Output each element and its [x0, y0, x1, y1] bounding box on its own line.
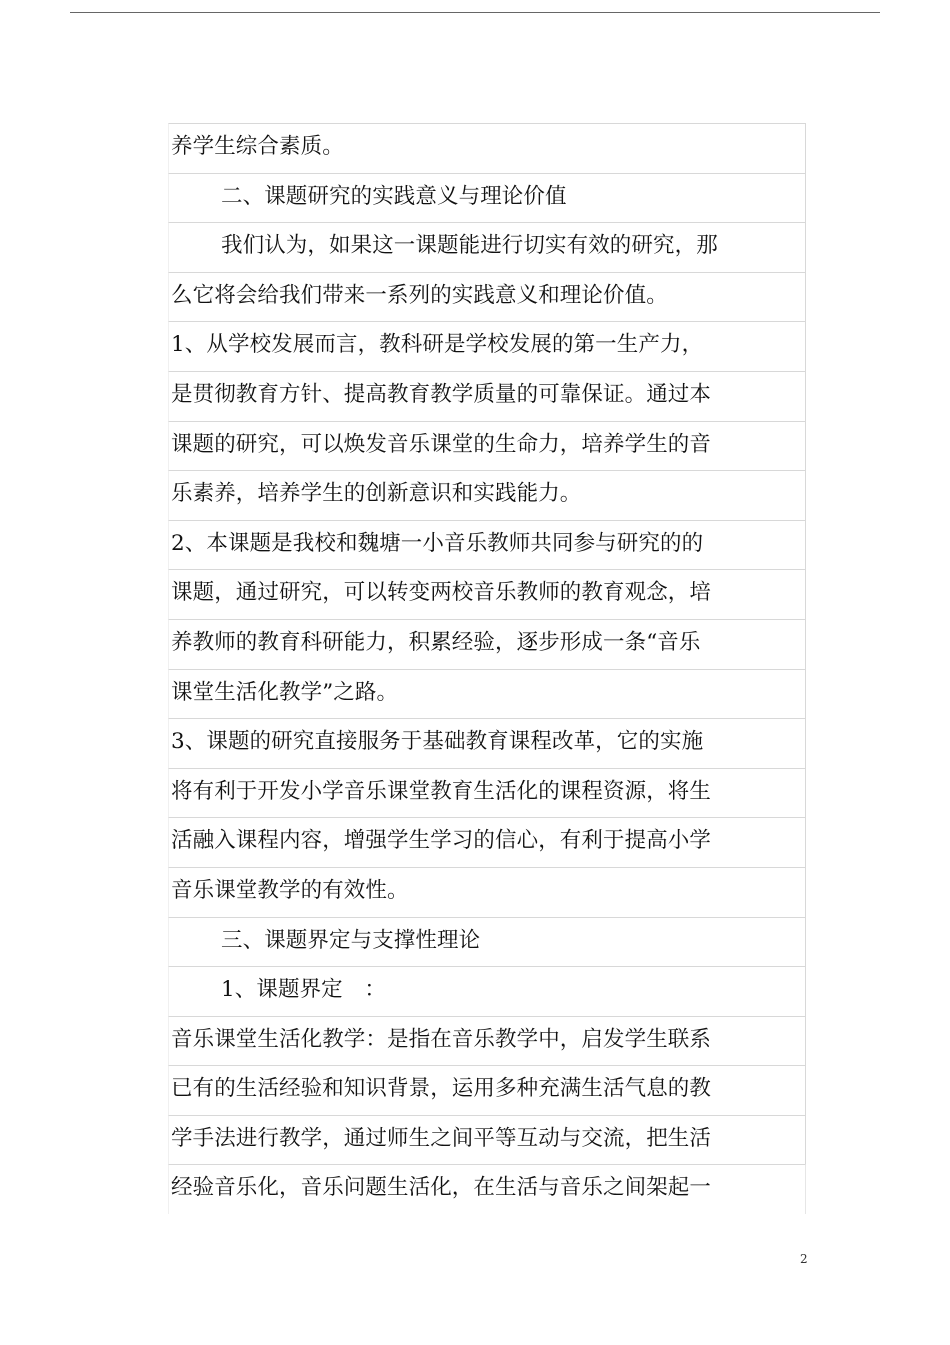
text-line: 课堂生活化教学”之路。 — [168, 669, 806, 719]
document-body — [168, 123, 806, 1214]
header-rule — [70, 12, 880, 13]
text-line: 2、本课题是我校和魏塘一小音乐教师共同参与研究的的 — [168, 520, 806, 570]
text-line: 二、课题研究的实践意义与理论价值 — [168, 173, 806, 223]
text-line: 1、课题界定 ： — [168, 966, 806, 1016]
text-line: 3、课题的研究直接服务于基础教育课程改革，它的实施 — [168, 718, 806, 768]
page-number: 2 — [800, 1252, 808, 1266]
text-line: 音乐课堂教学的有效性。 — [168, 867, 806, 917]
text-line: 将有利于开发小学音乐课堂教育生活化的课程资源，将生 — [168, 768, 806, 818]
text-line: 经验音乐化，音乐问题生活化，在生活与音乐之间架起一 — [168, 1164, 806, 1214]
text-line: 乐素养，培养学生的创新意识和实践能力。 — [168, 470, 806, 520]
text-line: 课题，通过研究，可以转变两校音乐教师的教育观念，培 — [168, 569, 806, 619]
text-line: 养教师的教育科研能力，积累经验，逐步形成一条“音乐 — [168, 619, 806, 669]
text-line: 音乐课堂生活化教学：是指在音乐教学中，启发学生联系 — [168, 1016, 806, 1066]
text-line: 课题的研究，可以焕发音乐课堂的生命力，培养学生的音 — [168, 421, 806, 471]
text-line: 三、课题界定与支撑性理论 — [168, 917, 806, 967]
text-line: 是贯彻教育方针、提高教育教学质量的可靠保证。通过本 — [168, 371, 806, 421]
text-line: 养学生综合素质。 — [168, 123, 806, 173]
text-line: 活融入课程内容，增强学生学习的信心，有利于提高小学 — [168, 817, 806, 867]
text-line: 我们认为，如果这一课题能进行切实有效的研究，那 — [168, 222, 806, 272]
text-line: 学手法进行教学，通过师生之间平等互动与交流，把生活 — [168, 1115, 806, 1165]
text-line: 1、从学校发展而言，教科研是学校发展的第一生产力， — [168, 321, 806, 371]
text-line: 已有的生活经验和知识背景，运用多种充满生活气息的教 — [168, 1065, 806, 1115]
text-line: 么它将会给我们带来一系列的实践意义和理论价值。 — [168, 272, 806, 322]
